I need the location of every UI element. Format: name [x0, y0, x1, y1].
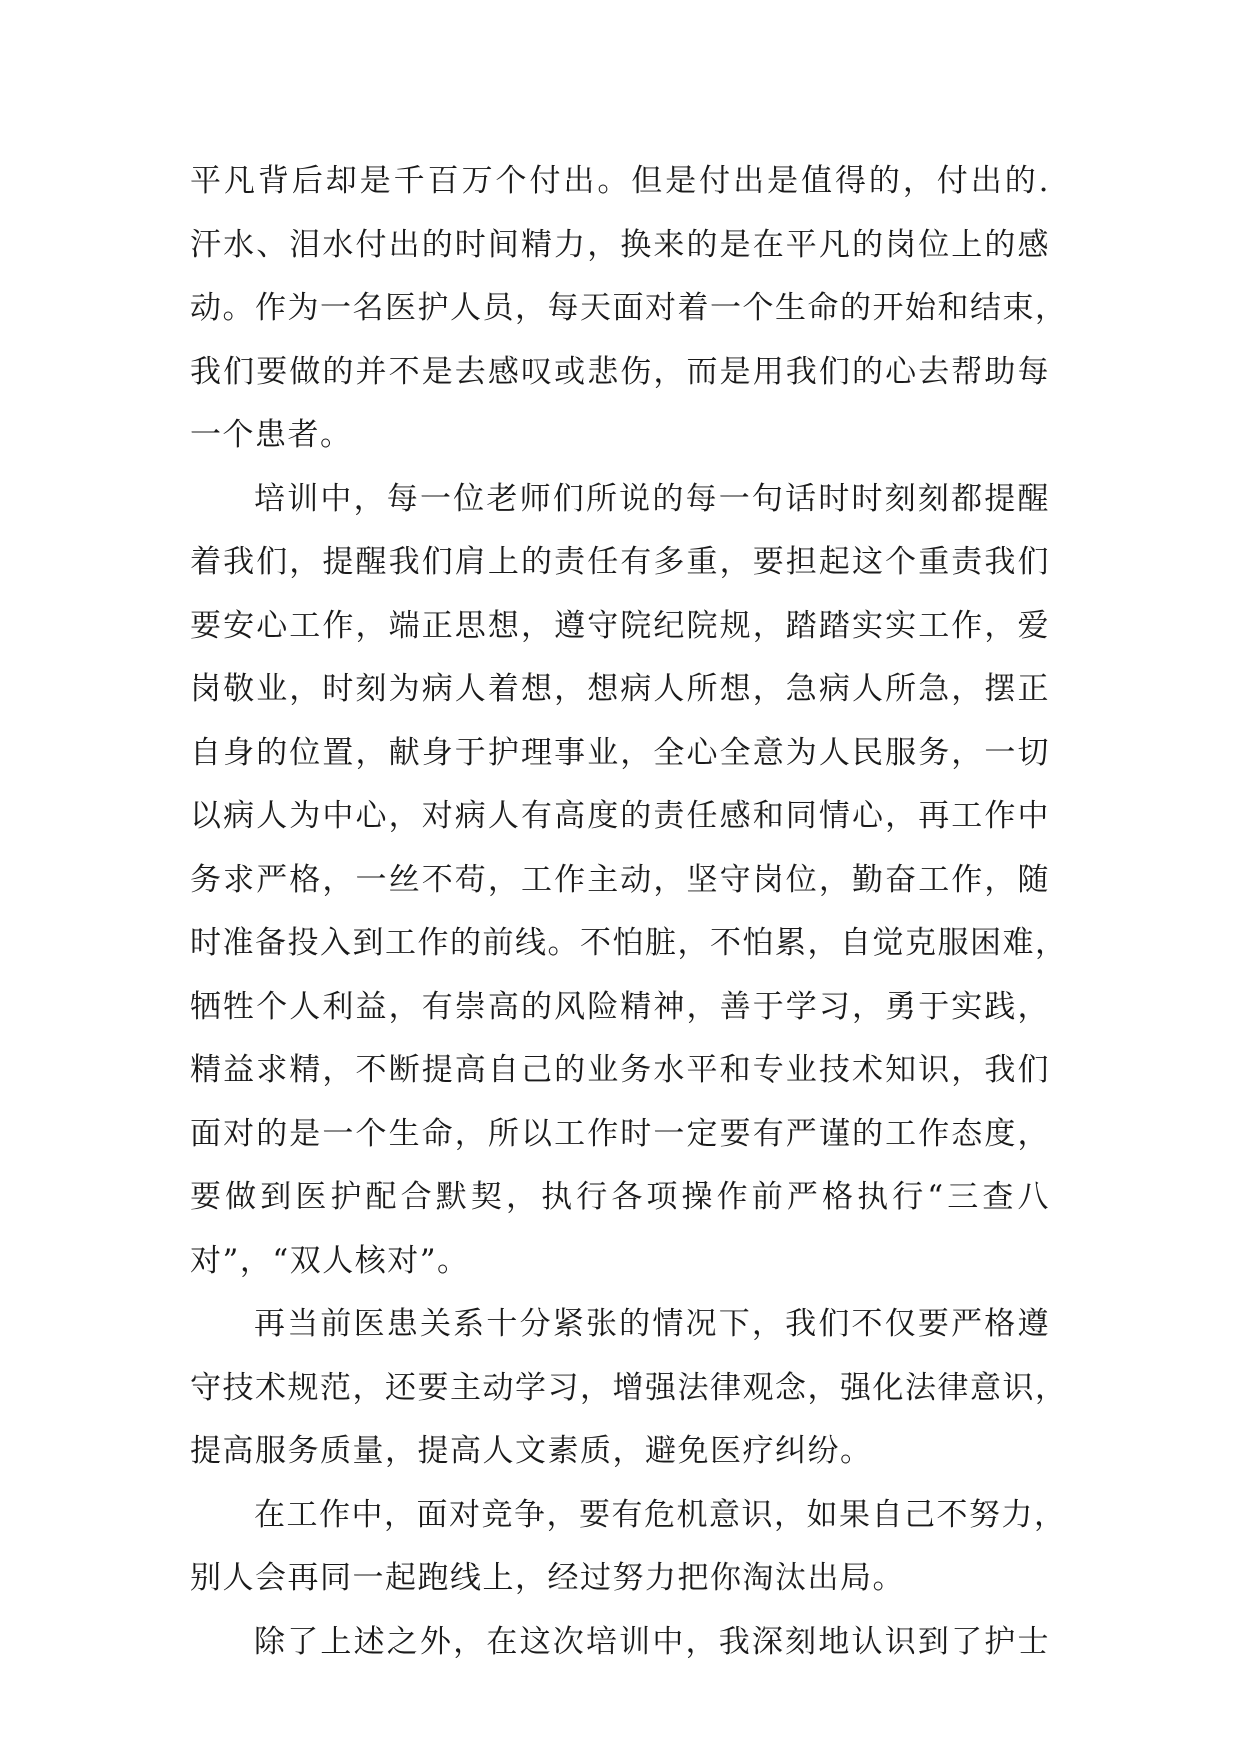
- text-line: 在工作中，面对竞争，要有危机意识，如果自己不努力，: [254, 1496, 1067, 1533]
- text-line: 培训中，每一位老师们所说的每一句话时时刻刻都提醒: [254, 480, 1050, 517]
- text-line: 再当前医患关系十分紧张的情况下，我们不仅要严格遵: [254, 1306, 1050, 1342]
- text-line: 岗敬业，时刻为病人着想，想病人所想，急病人所急，摆正: [190, 671, 1050, 707]
- paragraph-2: [190, 468, 1068, 1294]
- text-line: 动。作为一名医护人员，每天面对着一个生命的开始和结束，: [190, 290, 1068, 326]
- paragraph-5: [190, 1611, 1050, 1675]
- text-line: 汗水、泪水付出的时间精力，换来的是在平凡的岗位上的感: [190, 226, 1050, 263]
- text-line: 平凡背后却是千百万个付出。但是付出是值得的，付出的.: [190, 163, 1050, 199]
- text-line: 对”，“双人核对”。: [190, 1242, 470, 1279]
- text-line: 守技术规范，还要主动学习，增强法律观念，强化法律意识，: [190, 1369, 1068, 1406]
- paragraph-3: [190, 1293, 1068, 1484]
- text-line: 要做到医护配合默契，执行各项操作前严格执行“三查八: [190, 1179, 1050, 1215]
- text-line: 提高服务质量，提高人文素质，避免医疗纠纷。: [190, 1433, 873, 1469]
- text-line: 时准备投入到工作的前线。不怕脏，不怕累，自觉克服困难，: [190, 925, 1068, 961]
- text-line: 以病人为中心，对病人有高度的责任感和同情心，再工作中: [190, 798, 1050, 834]
- text-line: 除了上述之外，在这次培训中，我深刻地认识到了护士: [254, 1623, 1050, 1660]
- text-line: 务求严格，一丝不苟，工作主动，坚守岗位，勤奋工作，随: [190, 861, 1050, 898]
- text-line: 别人会再同一起跑线上，经过努力把你淘汰出局。: [190, 1560, 905, 1596]
- text-line: 牺牲个人利益，有崇高的风险精神，善于学习，勇于实践，: [190, 988, 1050, 1025]
- document-body: [190, 150, 1068, 1674]
- text-line: 要安心工作，端正思想，遵守院纪院规，踏踏实实工作，爱: [190, 607, 1050, 644]
- text-line: 着我们，提醒我们肩上的责任有多重，要担起这个重责我们: [190, 544, 1050, 580]
- paragraph-1: [190, 150, 1068, 468]
- text-line: 精益求精，不断提高自己的业务水平和专业技术知识，我们: [190, 1052, 1050, 1088]
- text-line: 我们要做的并不是去感叹或悲伤，而是用我们的心去帮助每: [190, 353, 1050, 390]
- text-line: 面对的是一个生命，所以工作时一定要有严谨的工作态度，: [190, 1115, 1050, 1152]
- paragraph-4: [190, 1484, 1067, 1611]
- text-line: 一个患者。: [190, 417, 353, 453]
- text-line: 自身的位置，献身于护理事业，全心全意为人民服务，一切: [190, 734, 1050, 771]
